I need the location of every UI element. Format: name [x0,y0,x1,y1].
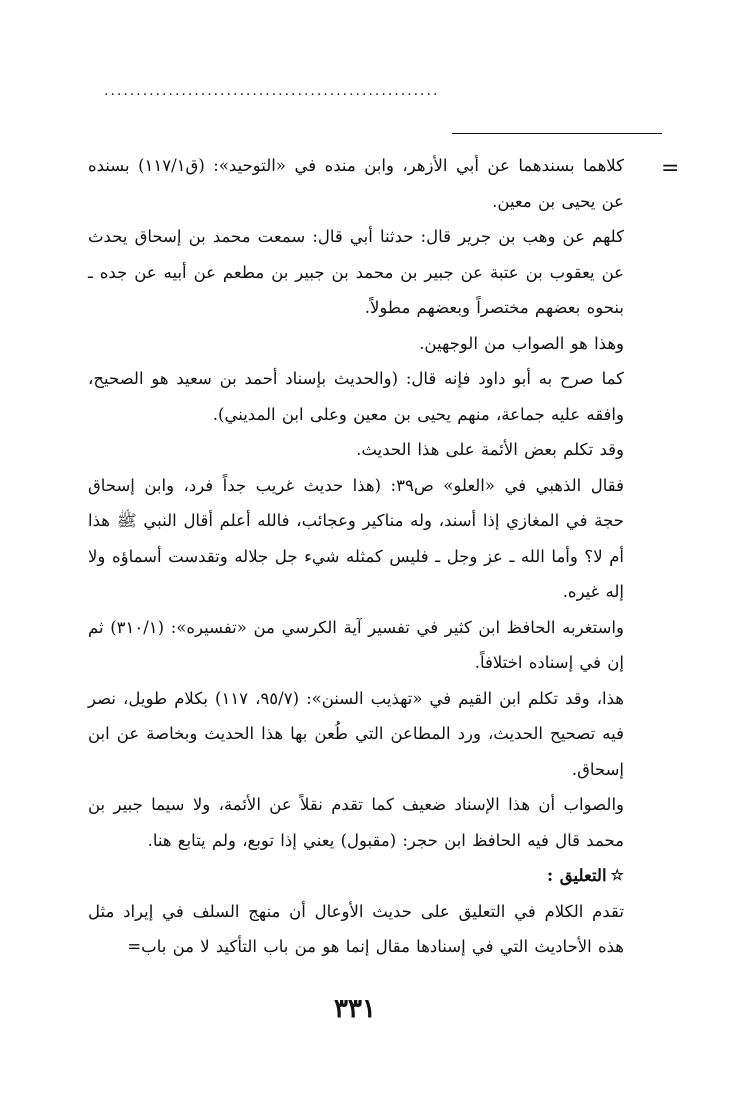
page-number: ٣٣١ [334,994,376,1024]
paragraph-3: وهذا هو الصواب من الوجهين. [419,333,624,353]
footnote-separator [452,133,662,134]
paragraph-9: والصواب أن هذا الإسناد ضعيف كما تقدم نقلاً عن الأئمة، ولا سيما جبير بن محمد قال فيه الحافظ ابن حجر: (مقبول) يعني إذا توبع، ولم يتابع هنا. [88,795,624,850]
paragraph-4: كما صرح به أبو داود فإنه قال: (والحديث بإسناد أحمد بن سعيد هو الصحيح، وافقه عليه جماعة، منهم يحيى بن معين وعلى ابن المديني). [88,369,624,424]
footnote-continuation-mark: = [661,156,680,181]
commentary-heading-label: التعليق : [546,866,607,885]
paragraph-6: فقال الذهبي في «العلو» ص٣٩: (هذا حديث غريب جداً فرد، وابن إسحاق حجة في المغازي إذا أسند، وله مناكير وعجائب، فالله أعلم أقال النبي ﷺ هذا أم لا؟ وأما الله ـ عز وجل ـ فليس كمثله شيء جل جلاله وتقدست أسماؤه ولا إله غيره. [88,475,624,601]
footnote-text-block [88,148,624,965]
top-dotted-rule: .................................................... [104,84,440,98]
paragraph-2: كلهم عن وهب بن جرير قال: حدثنا أبي قال: سمعت محمد بن إسحاق يحدث عن يعقوب بن عتبة عن جبير بن محمد بن جبير بن مطعم عن أبيه عن جده ـ بنحوه بعضهم مختصراً وبعضهم مطولاً. [88,227,624,317]
star-icon: ☆ [610,866,624,884]
commentary-heading [88,858,624,894]
paragraph-1: كلاهما بسندهما عن أبي الأزهر، وابن منده في «التوحيد»: (ق١١٧/١) بسنده عن يحيى بن معين. [88,156,624,211]
paragraph-7: واستغربه الحافظ ابن كثير في تفسير آية الكرسي من «تفسيره»: (٣١٠/١) ثم إن في إسناده اختلافاً. [88,617,624,672]
paragraph-8: هذا، وقد تكلم ابن القيم في «تهذيب السنن»: (٩٥/٧، ١١٧) بكلام طويل، نصر فيه تصحيح الحديث، ورد المطاعن التي طُعن بها هذا الحديث وبخاصة عن ابن إسحاق. [88,688,624,779]
paragraph-5: وقد تكلم بعض الأئمة على هذا الحديث. [356,440,624,459]
commentary-paragraph: تقدم الكلام في التعليق على حديث الأوعال أن منهج السلف في إيراد مثل هذه الأحاديث التي في إسنادها مقال إنما هو من باب التأكيد لا من باب= [88,901,624,956]
